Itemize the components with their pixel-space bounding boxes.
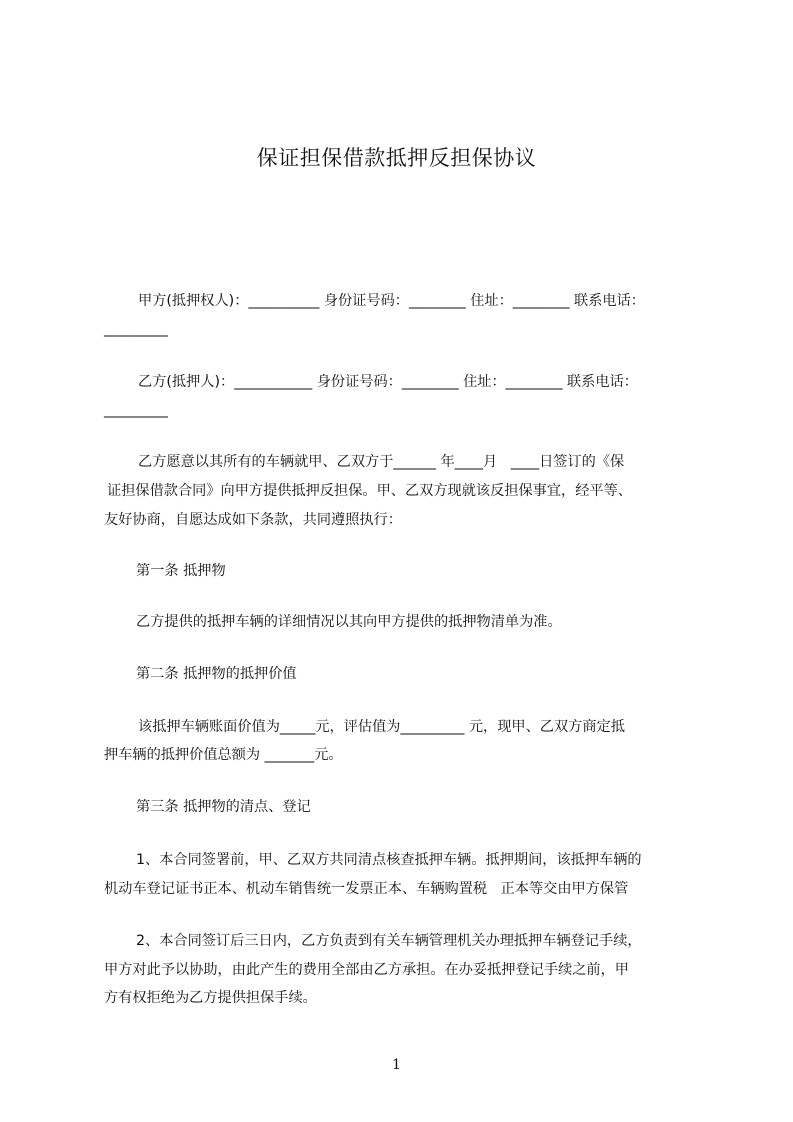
party-b-line: 乙方(抵押人)：___________ 身份证号码：________ 住址：________ 联系电话： xyxy=(138,374,638,390)
article-3-item-1-line-1: 1、本合同签署前，甲、乙双方共同清点核查抵押车辆。抵押期间，该抵押车辆的 xyxy=(136,852,642,868)
document-title: 保证担保借款抵押反担保协议 xyxy=(256,146,537,170)
article-3-item-1-line-2: 机动车登记证书正本、机动车销售统一发票正本、车辆购置税 正本等交由甲方保管 xyxy=(104,881,629,897)
page-number: 1 xyxy=(392,1057,401,1073)
party-a-line: 甲方(抵押权人)：__________ 身份证号码：________ 住址：________ 联系电话： xyxy=(138,293,645,309)
paragraph-intro-line-3: 友好协商，自愿达成如下条款，共同遵照执行： xyxy=(104,512,402,528)
article-3-heading: 第三条 抵押物的清点、登记 xyxy=(136,799,311,815)
paragraph-intro-line-1: 乙方愿意以其所有的车辆就甲、乙双方于______ 年____月 ____日签订的《保 xyxy=(138,454,625,470)
article-3-item-2-line-1: 2、本合同签订后三日内，乙方负责到有关车辆管理机关办理抵押车辆登记手续， xyxy=(136,933,642,949)
party-a-phone-blank: _________ xyxy=(104,321,168,337)
article-2-heading: 第二条 抵押物的抵押价值 xyxy=(136,666,297,682)
article-1-heading: 第一条 抵押物 xyxy=(136,563,226,579)
article-1-body: 乙方提供的抵押车辆的详细情况以其向甲方提供的抵押物清单为准。 xyxy=(136,614,562,630)
article-2-body-line-1: 该抵押车辆账面价值为_____元，评估值为_________ 元，现甲、乙双方商定抵 xyxy=(138,719,625,735)
party-b-phone-blank: _________ xyxy=(104,402,168,418)
paragraph-intro-line-2: 证担保借款合同》向甲方提供抵押反担保。甲、乙双方现就该反担保事宜，经平等、 xyxy=(107,483,632,499)
article-3-item-2-line-2: 甲方对此予以协助，由此产生的费用全部由乙方承担。在办妥抵押登记手续之前，甲 xyxy=(104,962,629,978)
article-2-body-line-2: 押车辆的抵押价值总额为 _______元。 xyxy=(104,747,343,763)
article-3-item-2-line-3: 方有权拒绝为乙方提供担保手续。 xyxy=(104,990,317,1006)
